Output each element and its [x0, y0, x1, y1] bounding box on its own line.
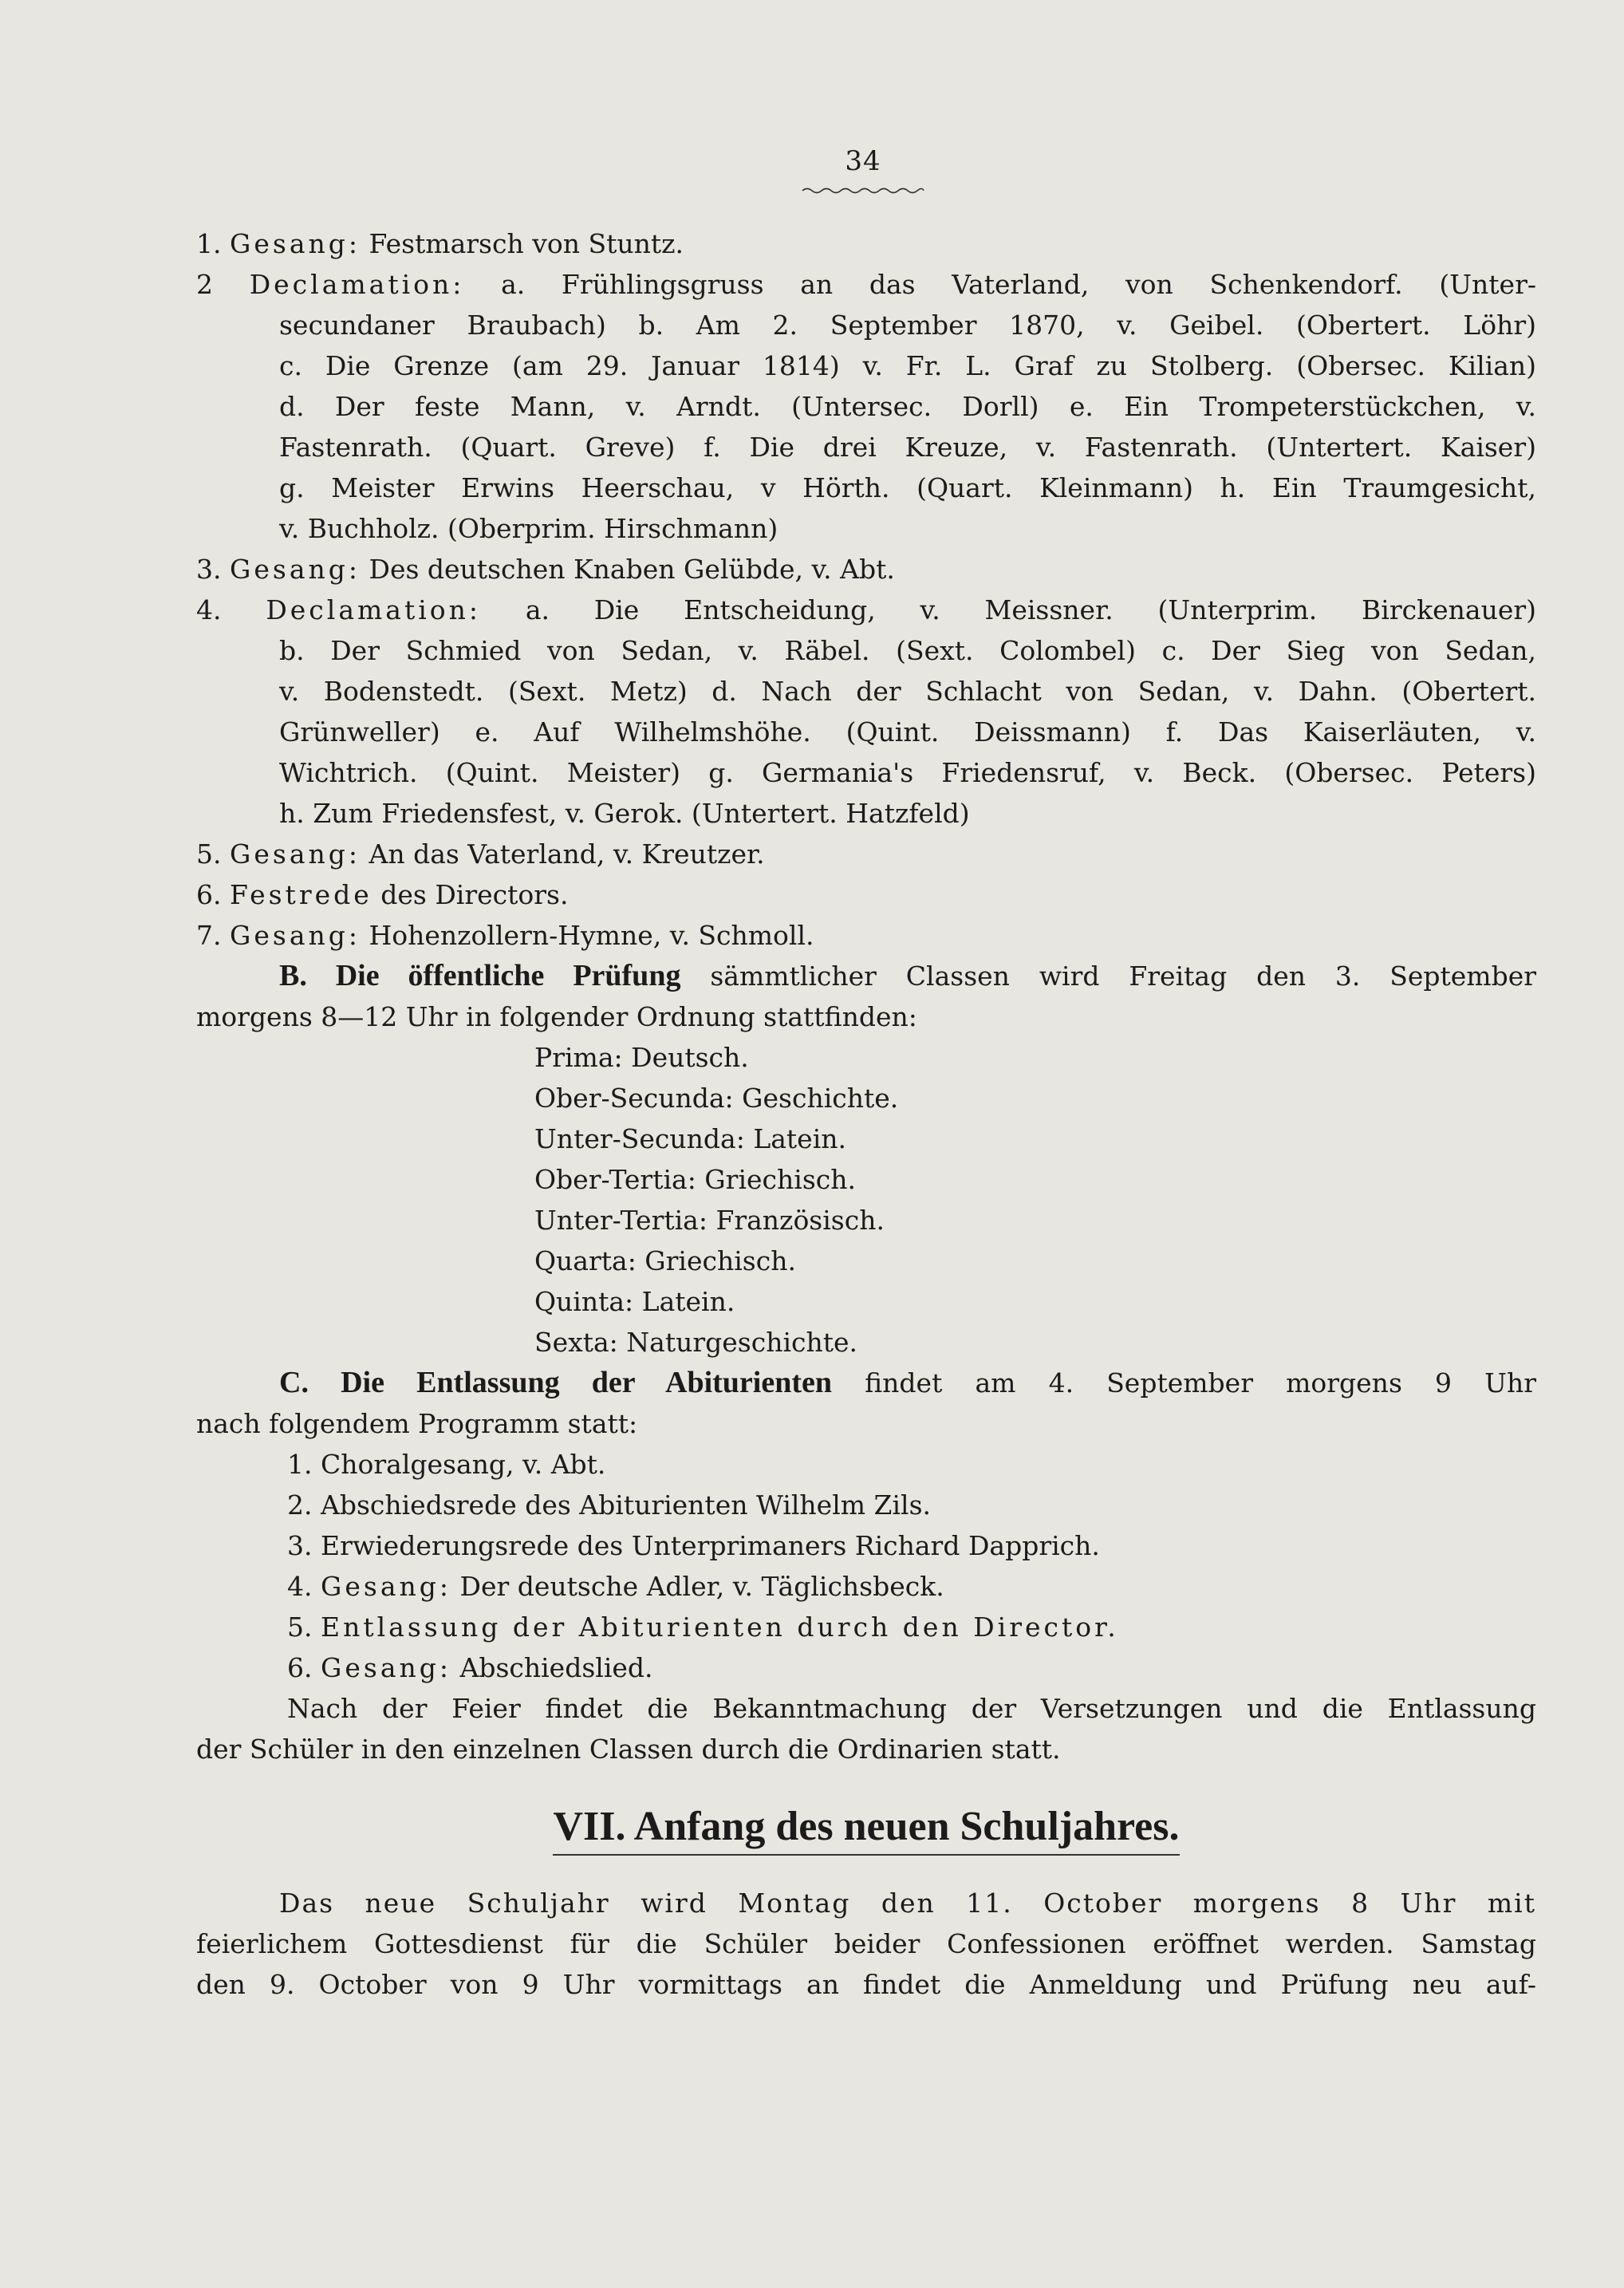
final-paragraph-line: den 9. October von 9 Uhr vormittags an findet die Anmeldung und Prüfung neu auf- — [196, 1969, 1536, 2000]
graduation-item: 1. Choralgesang, v. Abt. — [287, 1449, 606, 1480]
schedule-entry: Ober-Tertia: Griechisch. — [534, 1164, 856, 1195]
program-list — [196, 223, 1536, 956]
exam-schedule — [196, 1037, 1536, 1363]
program-continuation: c. Die Grenze (am 29. Januar 1814) v. Fr. L. Graf zu Stolberg. (Obersec. Kilian) — [279, 350, 1536, 381]
section-b-heading: B. Die öffentliche Prüfung — [279, 959, 681, 992]
program-continuation: Wichtrich. (Quint. Meister) g. Germania's Friedensruf, v. Beck. (Obersec. Peters) — [279, 757, 1536, 788]
program-item: 6. Festrede des Directors. — [196, 879, 569, 910]
graduation-item: 4. Gesang: Der deutsche Adler, v. Täglichsbeck. — [287, 1571, 944, 1602]
page-number: 34 — [845, 145, 881, 177]
program-continuation: Grünweller) e. Auf Wilhelmshöhe. (Quint. Deissmann) f. Das Kaiserläuten, v. — [279, 716, 1536, 748]
final-paragraph-line: Das neue Schuljahr wird Montag den 11. October morgens 8 Uhr mit — [279, 1888, 1536, 1919]
program-continuation: secundaner Braubach) b. Am 2. September 1870, v. Geibel. (Obertert. Löhr) — [279, 310, 1536, 341]
graduation-item: 5. Entlassung der Abiturienten durch den Director. — [287, 1611, 1119, 1643]
final-paragraph-line: feierlichem Gottesdienst für die Schüler beider Confessionen eröffnet werden. Samstag — [196, 1928, 1536, 1959]
schedule-entry: Unter-Secunda: Latein. — [534, 1123, 846, 1154]
program-item: 1. Gesang: Festmarsch von Stuntz. — [196, 228, 684, 259]
schedule-entry: Ober-Secunda: Geschichte. — [534, 1083, 899, 1114]
program-item: 5. Gesang: An das Vaterland, v. Kreutzer. — [196, 838, 765, 870]
graduation-item: 2. Abschiedsrede des Abiturienten Wilhelm Zils. — [287, 1489, 931, 1521]
graduation-program — [196, 1444, 1536, 1688]
program-item: 4. Declamation: a. Die Entscheidung, v. Meissner. (Unterprim. Birckenauer) — [196, 594, 1536, 625]
program-continuation: v. Bodenstedt. (Sext. Metz) d. Nach der Schlacht von Sedan, v. Dahn. (Obertert. — [279, 676, 1536, 707]
graduation-item: 6. Gesang: Abschiedslied. — [287, 1652, 653, 1683]
section-c-intro: C. Die Entlassung der Abiturienten findet am 4. September morgens 9 Uhr — [279, 1366, 1536, 1399]
program-item: 2 Declamation: a. Frühlingsgruss an das Vaterland, von Schenkendorf. (Unter- — [196, 269, 1536, 300]
section-b-intro: B. Die öffentliche Prüfung sämmtlicher Classen wird Freitag den 3. September — [279, 959, 1536, 992]
section-b-intro-line2: morgens 8—12 Uhr in folgender Ordnung stattfinden: — [196, 1001, 917, 1032]
program-item: 7. Gesang: Hohenzollern-Hymne, v. Schmoll. — [196, 920, 814, 951]
page-number-ornament — [801, 187, 925, 195]
closing-paragraph-line: der Schüler in den einzelnen Classen durch die Ordinarien statt. — [196, 1734, 1061, 1765]
schedule-entry: Quarta: Griechisch. — [534, 1245, 796, 1276]
program-item: 3. Gesang: Des deutschen Knaben Gelübde, v. Abt. — [196, 554, 895, 585]
chapter-title: VII. Anfang des neuen Schuljahres. — [196, 1801, 1536, 1852]
schedule-entry: Quinta: Latein. — [534, 1286, 735, 1317]
closing-paragraph-line: Nach der Feier findet die Bekanntmachung der Versetzungen und die Entlassung — [287, 1693, 1536, 1724]
program-continuation: Fastenrath. (Quart. Greve) f. Die drei Kreuze, v. Fastenrath. (Untertert. Kaiser) — [279, 432, 1536, 463]
program-continuation: b. Der Schmied von Sedan, v. Räbel. (Sext. Colombel) c. Der Sieg von Sedan, — [279, 635, 1536, 666]
schedule-entry: Sexta: Naturgeschichte. — [534, 1327, 858, 1358]
page-content — [196, 223, 1536, 2005]
schedule-entry: Unter-Tertia: Französisch. — [534, 1205, 885, 1236]
program-continuation: v. Buchholz. (Oberprim. Hirschmann) — [279, 513, 778, 544]
program-continuation: d. Der feste Mann, v. Arndt. (Untersec. Dorll) e. Ein Trompeterstückchen, v. — [279, 391, 1536, 422]
section-c-heading: C. Die Entlassung der Abiturienten — [279, 1366, 833, 1399]
section-c-intro-line2: nach folgendem Programm statt: — [196, 1408, 638, 1439]
program-continuation: h. Zum Friedensfest, v. Gerok. (Untertert. Hatzfeld) — [279, 798, 970, 829]
graduation-item: 3. Erwiederungsrede des Unterprimaners Richard Dapprich. — [287, 1530, 1100, 1561]
program-continuation: g. Meister Erwins Heerschau, v Hörth. (Quart. Kleinmann) h. Ein Traumgesicht, — [279, 472, 1536, 503]
schedule-entry: Prima: Deutsch. — [534, 1042, 749, 1073]
